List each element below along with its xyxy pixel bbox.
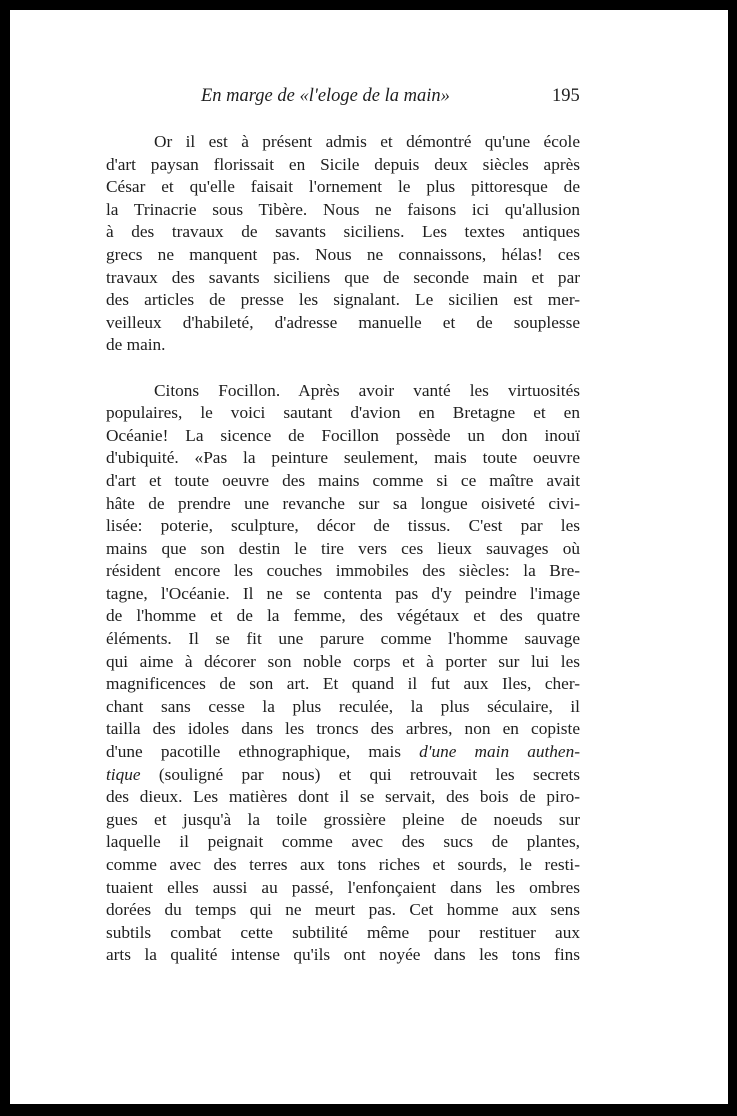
- text-line-mixed: [106, 741, 580, 764]
- body-text: [106, 131, 580, 967]
- text-line: tuaient elles aussi au passé, l'enfonçaient dans les ombres: [106, 877, 580, 897]
- text-line: des dieux. Les matières dont il se servait, des bois de piro-: [106, 787, 580, 807]
- text-line: d'art et toute oeuvre des mains comme si ce maître avait: [106, 470, 580, 490]
- text-line: à des travaux de savants siciliens. Les textes antiques: [106, 222, 580, 242]
- text-line: résident encore les couches immobiles des siècles: la Bre-: [106, 561, 580, 581]
- text-line-mixed: [106, 764, 580, 787]
- paragraph-2: [106, 380, 580, 967]
- text-line: hâte de prendre une revanche sur sa longue oisiveté civi-: [106, 493, 580, 513]
- text-line: chant sans cesse la plus reculée, la plus séculaire, il: [106, 696, 580, 716]
- text-line: de l'homme et de la femme, des végétaux et des quatre: [106, 606, 580, 626]
- text-line: César et qu'elle faisait l'ornement le plus pittoresque de: [106, 177, 580, 197]
- page-number: 195: [552, 86, 580, 106]
- text-line: lisée: poterie, sculpture, décor de tissus. C'est par les: [106, 516, 580, 536]
- text-line: d'ubiquité. «Pas la peinture seulement, mais toute oeuvre: [106, 448, 580, 468]
- text-line: comme avec des terres aux tons riches et sourds, le resti-: [106, 855, 580, 874]
- text-segment: (souligné par nous) et qui retrouvait les secrets: [140, 764, 580, 784]
- text-line: tagne, l'Océanie. Il ne se contenta pas d'y peindre l'image: [106, 583, 580, 603]
- text-line: tailla des idoles dans les troncs des arbres, non en copiste: [106, 719, 580, 739]
- book-page: [10, 10, 728, 1104]
- text-line: laquelle il peignait comme avec des sucs de plantes,: [106, 832, 580, 852]
- text-segment: d'une pacotille ethnographique, mais: [106, 742, 420, 762]
- running-title: En marge de «l'eloge de la main»: [201, 86, 450, 106]
- paragraph-1: [106, 131, 580, 357]
- page-header: [10, 86, 728, 114]
- text-line: la Trinacrie sous Tibère. Nous ne faisons ici qu'allusion: [106, 199, 580, 219]
- text-line: Océanie! La sicence de Focillon possède un don inouï: [106, 425, 580, 445]
- text-line: Or il est à présent admis et démontré qu'une école: [154, 132, 580, 151]
- text-line: qui aime à décorer son noble corps et à porter sur lui les: [106, 651, 580, 671]
- text-line: magnificences de son art. Et quand il fut aux Iles, cher-: [106, 674, 580, 694]
- text-line: mains que son destin le tire vers ces lieux sauvages où: [106, 538, 580, 558]
- text-line: gues et jusqu'à la toile grossière pleine de noeuds sur: [106, 809, 580, 829]
- text-line: travaux des savants siciliens que de seconde main et par: [106, 267, 580, 287]
- text-line: dorées du temps qui ne meurt pas. Cet homme aux sens: [106, 900, 580, 920]
- text-line: des articles de presse les signalant. Le sicilien est mer-: [106, 290, 580, 310]
- emphasis-text: tique: [106, 764, 141, 784]
- text-line: éléments. Il se fit une parure comme l'homme sauvage: [106, 629, 580, 649]
- emphasis-text: d'une main authen-: [419, 742, 580, 762]
- text-line: veilleux d'habileté, d'adresse manuelle et de souplesse: [106, 312, 580, 332]
- text-line: subtils combat cette subtilité même pour restituer aux: [106, 922, 580, 942]
- text-line: arts la qualité intense qu'ils ont noyée dans les tons fins: [106, 945, 580, 965]
- text-line: Citons Focillon. Après avoir vanté les virtuosités: [154, 380, 580, 400]
- text-line: grecs ne manquent pas. Nous ne connaissons, hélas! ces: [106, 244, 580, 264]
- text-line: de main.: [106, 335, 166, 355]
- text-line: d'art paysan florissait en Sicile depuis deux siècles après: [106, 154, 580, 174]
- text-line: populaires, le voici sautant d'avion en Bretagne et en: [106, 403, 580, 423]
